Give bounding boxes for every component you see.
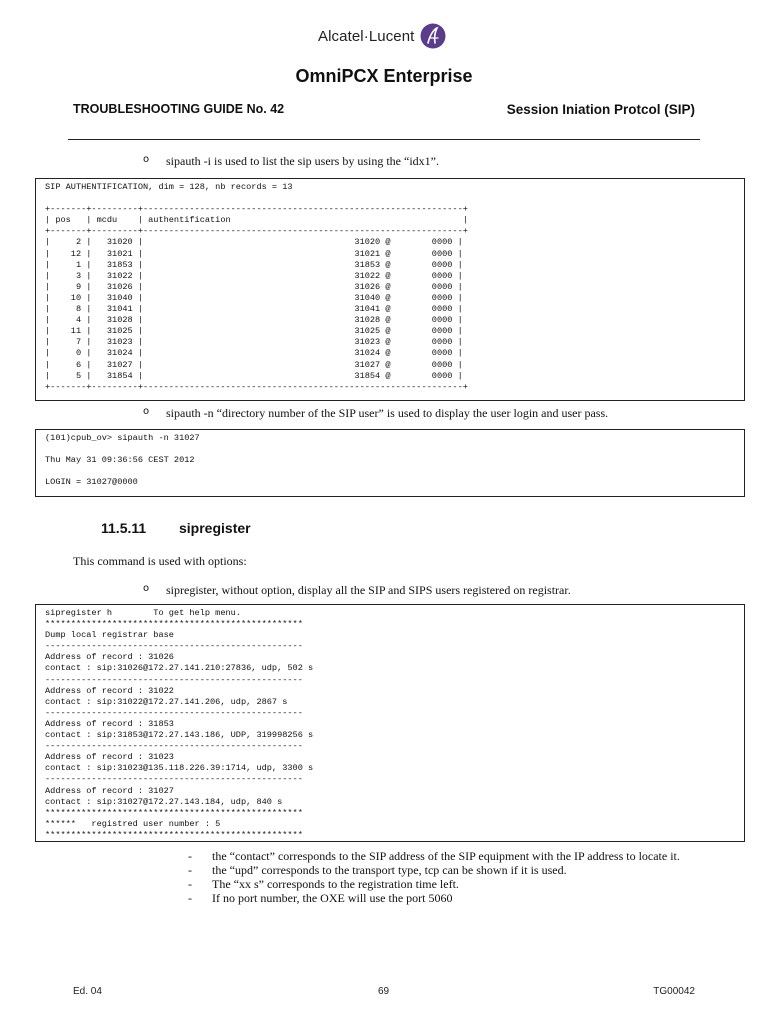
footer-page-number: 69 bbox=[378, 986, 390, 997]
note-text: If no port number, the OXE will use the port 5060 bbox=[212, 891, 453, 905]
bullet-text: sipregister, without option, display all the SIP and SIPS users registered on registrar. bbox=[166, 583, 571, 597]
section-title: sipregister bbox=[179, 520, 251, 536]
guide-topic: Session Iniation Protcol (SIP) bbox=[506, 102, 695, 117]
section-intro: This command is used with options: bbox=[73, 554, 247, 568]
bullet-text: sipauth -n “directory number of the SIP user” is used to display the user login and user pass. bbox=[166, 406, 609, 420]
code-text: SIP AUTHENTIFICATION, dim = 128, nb records = 13 +-------+---------+--------------------------------------------------------------+ | pos | mcdu | authentification | +-------+---------+--------------------------------------------------------------+ | 2 | 31020 | 31020 @ 0000 | | 12 | 31021 | 31021 @ 0000 | | 1 | 31853 | 31853 @ 0000 | | 3 | 31022 | 31022 @ 0000 | | 9 | 31026 | 31026 @ 0000 | | 10 | 31040 | 31040 @ 0000 | | 8 | 31041 | 31041 @ 0000 | | 4 | 31028 | 31028 @ 0000 | | 11 | 31025 | 31025 @ 0000 | | 7 | 31023 | 31023 @ 0000 | | 0 | 31024 | 31024 @ 0000 | | 6 | 31027 | 31027 @ 0000 | | 5 | 31854 | 31854 @ 0000 | +-------+---------+--------------------------------------------------------------+ bbox=[45, 182, 468, 392]
guide-title: TROUBLESHOOTING GUIDE No. 42 bbox=[73, 102, 285, 116]
company-logo-icon bbox=[420, 23, 446, 49]
code-text: sipregister h To get help menu. ************************************************** Dump local registrar base -------------------------------------------------- Address of record : 31026 contact : sip:31026@172.27.141.210:27836, udp, 502 s -------------------------------------------------- Address of record : 31022 contact : sip:31022@172.27.141.206, udp, 2867 s -------------------------------------------------- Address of record : 31853 contact : sip:31853@172.27.143.186, UDP, 319998256 s -------------------------------------------------- Address of record : 31023 contact : sip:31023@135.118.226.39:1714, udp, 3300 s -------------------------------------------------- Address of record : 31027 contact : sip:31027@172.27.143.184, udp, 840 s ************************************************** ****** registred user number : 5 ************************************************** bbox=[45, 608, 314, 840]
bullet-circle-icon: o bbox=[143, 583, 150, 594]
list-item: - The “xx s” corresponds to the registration time left. bbox=[188, 877, 459, 891]
company-name: Alcatel·Lucent bbox=[318, 27, 415, 45]
bullet-circle-icon: o bbox=[143, 154, 150, 165]
header-divider bbox=[68, 139, 700, 140]
sipauth-list-output bbox=[35, 178, 745, 401]
bullet-text: sipauth -i is used to list the sip users by using the “idx1”. bbox=[166, 154, 439, 168]
product-title: OmniPCX Enterprise bbox=[295, 66, 473, 86]
code-text: (101)cpub_ov> sipauth -n 31027 Thu May 31 09:36:56 CEST 2012 LOGIN = 31027@0000 bbox=[45, 433, 200, 488]
section-number: 11.5.11 bbox=[101, 520, 147, 536]
section-heading bbox=[101, 520, 251, 536]
note-text: the “contact” corresponds to the SIP address of the SIP equipment with the IP address to locate it. bbox=[212, 849, 680, 863]
note-text: the “upd” corresponds to the transport type, tcp can be shown if it is used. bbox=[212, 863, 567, 877]
note-text: The “xx s” corresponds to the registration time left. bbox=[212, 877, 459, 891]
footer-doc-id: TG00042 bbox=[653, 986, 695, 997]
sipauth-n-output bbox=[35, 429, 745, 497]
company-brand bbox=[318, 24, 446, 48]
bullet-circle-icon: o bbox=[143, 406, 150, 417]
list-item: - the “upd” corresponds to the transport type, tcp can be shown if it is used. bbox=[188, 863, 567, 877]
list-item: - the “contact” corresponds to the SIP address of the SIP equipment with the IP address to locate it. bbox=[188, 849, 680, 863]
notes-list bbox=[188, 849, 688, 905]
list-item: - If no port number, the OXE will use the port 5060 bbox=[188, 891, 453, 905]
footer-edition: Ed. 04 bbox=[73, 986, 102, 997]
sipregister-output bbox=[35, 604, 745, 842]
